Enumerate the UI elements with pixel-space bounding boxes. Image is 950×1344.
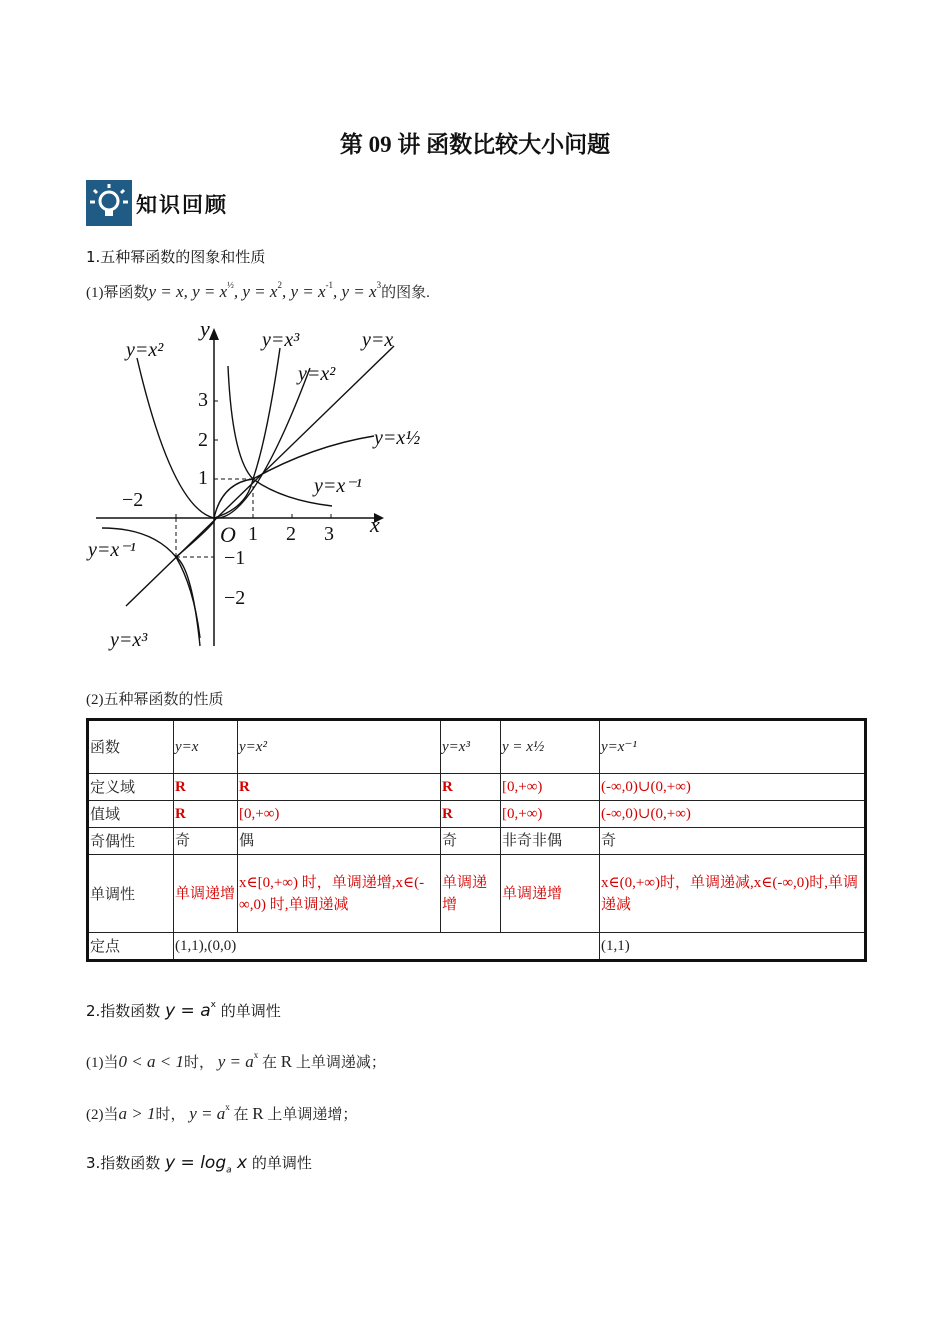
table-row [88,720,866,774]
table-cell: 单调递增 [174,855,238,933]
exp-decreasing-line: (1)当0 < a < 1时， $y = a^x$ 在 R 上单调递减； [86,1050,386,1071]
table-cell: 值域 [88,801,174,828]
tick-label: −1 [224,547,246,569]
properties-table [86,718,867,962]
table-cell: 函数 [88,720,174,774]
table-cell: [0,+∞) [501,801,600,828]
tick-label: 1 [198,467,208,489]
table-cell: 奇 [441,828,501,855]
table-cell: x∈(0,+∞)时，单调递减,x∈(-∞,0)时,单调递减 [600,855,866,933]
power-function-graph [82,318,442,664]
table-cell: (1,1),(0,0) [174,933,600,961]
tick-label: 1 [248,523,258,545]
y-axis-label: y [200,318,210,341]
table-cell: 非奇非偶 [501,828,600,855]
table-row [88,933,866,961]
table-cell: [0,+∞) [501,774,600,801]
table-cell: (-∞,0)∪(0,+∞) [600,774,866,801]
section-1-heading: 1.五种幂函数的图象和性质 [86,248,266,266]
table-cell: 单调性 [88,855,174,933]
table-cell: x∈[0,+∞) 时，单调递增,x∈(-∞,0) 时,单调递减 [238,855,441,933]
formula-exp: $y = a^x$ [165,1000,216,1021]
tick-label: 3 [198,389,208,411]
formula-log: $y = \log_a x$ [165,1153,248,1176]
table-cell: y=x² [238,720,441,774]
table-cell: R [441,801,501,828]
table-cell: 定义域 [88,774,174,801]
tick-label: −2 [122,489,144,511]
table-cell: [0,+∞) [238,801,441,828]
table-cell: 奇 [174,828,238,855]
exp-increasing-line: (2)当a > 1时， $y = a^x$ 在 R 上单调递增； [86,1102,358,1123]
curve-label: y=x³ [110,629,148,651]
table-cell: 定点 [88,933,174,961]
power-function-list: y = x, $y = x^{\frac{1}{2}}$, $y = x^2$, $y = x^{-1}$, $y = x^3$ [148,280,382,301]
table-row [88,774,866,801]
condition-a-between: 0 < a < 1 [118,1052,184,1071]
table-cell: R [441,774,501,801]
table-cell: 奇 [600,828,866,855]
formula-exp: $y = a^x$ [189,1102,230,1123]
table-cell: 偶 [238,828,441,855]
table-cell: y=x⁻¹ [600,720,866,774]
formula-exp: $y = a^x$ [217,1050,259,1071]
condition-a-greater: a > 1 [118,1104,156,1123]
table-cell: 单调递增 [501,855,600,933]
table-cell: 奇偶性 [88,828,174,855]
properties-caption: (2)五种幂函数的性质 [86,692,224,708]
tick-label: 3 [324,523,334,545]
table-cell: R [174,774,238,801]
table-cell: (-∞,0)∪(0,+∞) [600,801,866,828]
table-cell: R [238,774,441,801]
curve-label: y=x⁻¹ [88,539,136,561]
curve-label: y=x [362,329,394,351]
table-row [88,855,866,933]
table-row [88,801,866,828]
table-row [88,828,866,855]
curve-label: y=x² [126,339,164,361]
section-label: 知识回顾 [136,193,228,217]
x-axis-label: x [370,512,380,537]
table-cell: 单调递增 [441,855,501,933]
origin-label: O [220,522,236,547]
curve-label: y=x³ [262,329,300,351]
curve-label: y=x⁻¹ [314,475,362,497]
tick-label: 2 [198,429,208,451]
table-cell: y=x³ [441,720,501,774]
power-function-intro: (1)幂函数y = x, $y = x^{\frac{1}{2}}$, $y = x^2$, $y = x^{-1}$, $y = x^3$的图象. [86,280,430,301]
curve-label: y=x² [298,363,336,385]
table-cell: R [174,801,238,828]
table-cell: y = x½ [501,720,600,774]
curve-label: y=x½ [374,427,421,449]
lightbulb-icon [86,180,132,226]
page-title: 第 09 讲 函数比较大小问题 [339,132,611,157]
section-badge [86,180,246,226]
table-cell: (1,1) [600,933,866,961]
tick-label: 2 [286,523,296,545]
tick-label: −2 [224,587,246,609]
section-3-heading: 3.指数函数 $y = \log_a x$ 的单调性 [86,1153,312,1176]
table-cell: y=x [174,720,238,774]
section-2-heading: 2.指数函数 $y = a^x$ 的单调性 [86,1000,281,1021]
